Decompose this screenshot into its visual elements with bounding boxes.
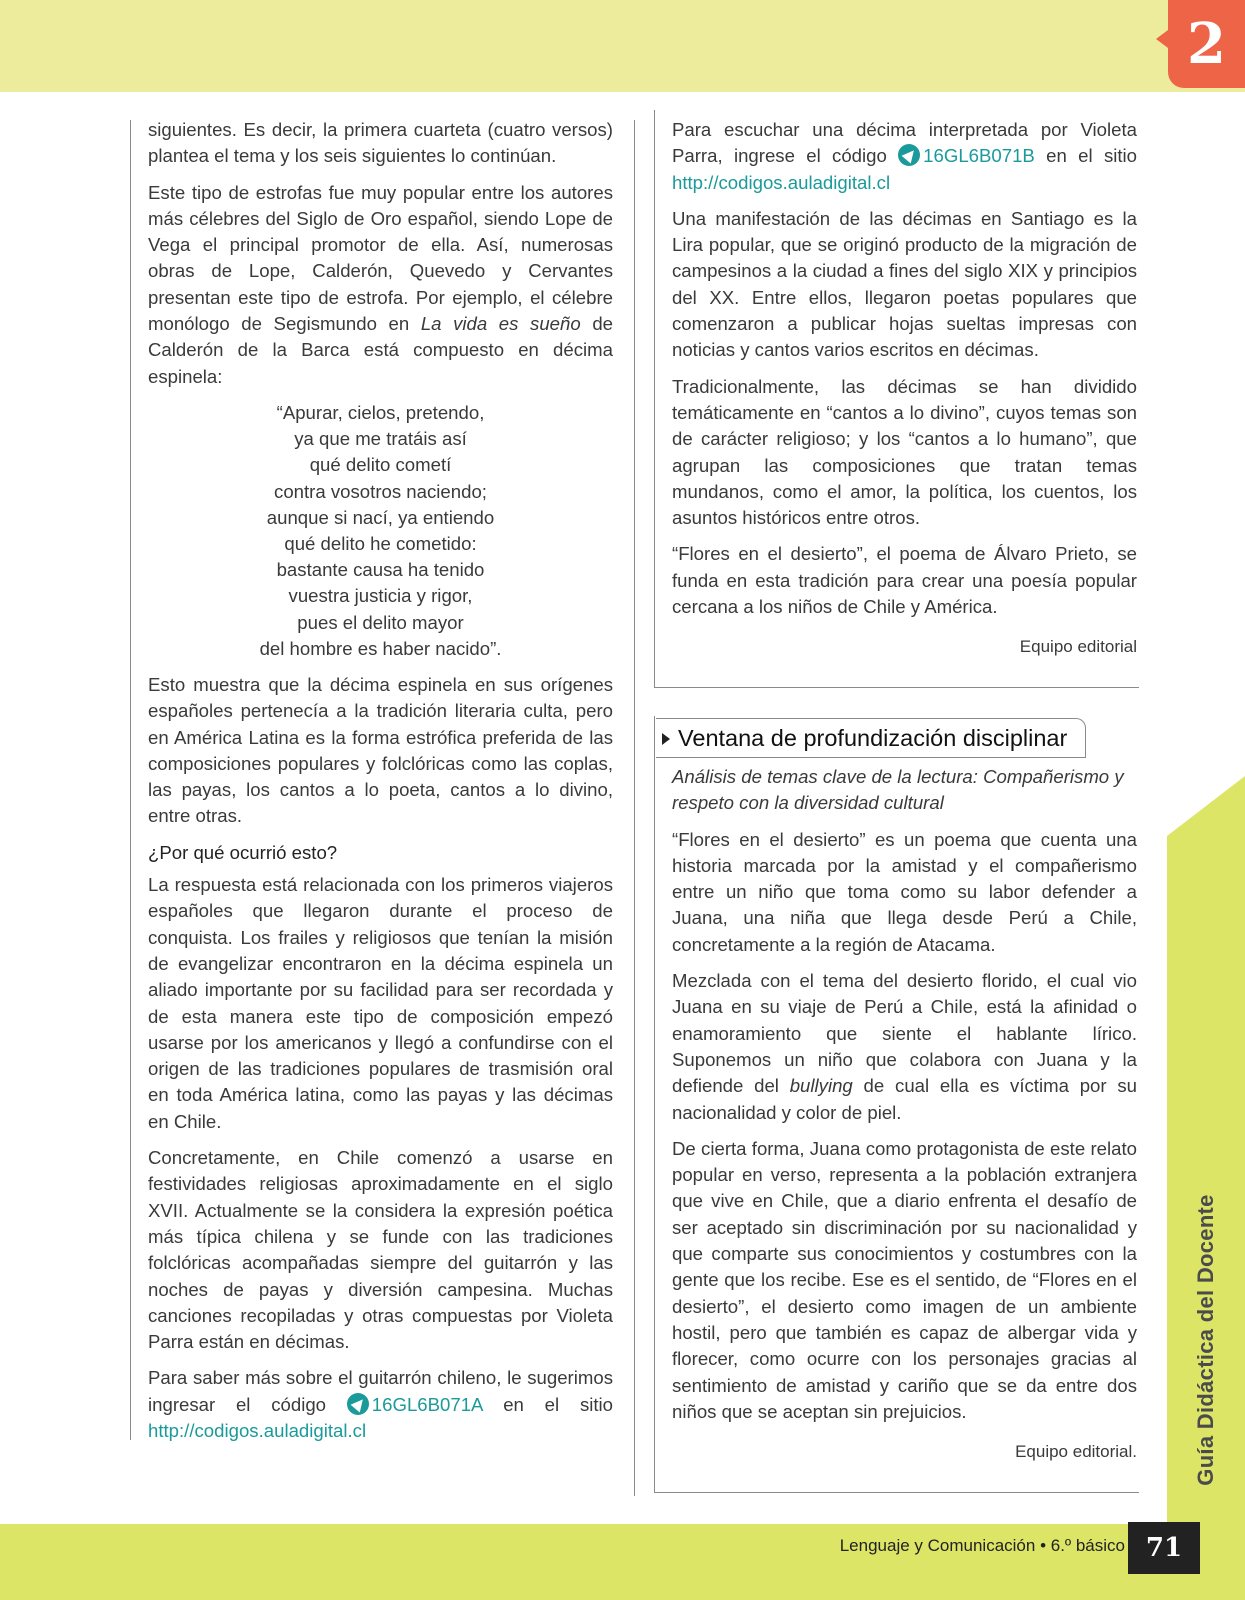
paragraph xyxy=(148,1365,613,1444)
credit-line: Equipo editorial. xyxy=(1015,1442,1137,1462)
resource-code: 16GL6B071B xyxy=(923,145,1035,167)
window-title xyxy=(656,718,1086,758)
code-arrow-icon xyxy=(898,144,920,166)
paragraph-text: Para escuchar una décima interpretada por Violeta Parra, ingrese el código xyxy=(672,119,1137,167)
unit-number-badge: 2 xyxy=(1168,0,1245,88)
paragraph: “Flores en el desierto” es un poema que cuenta una historia marcada por la amistad y el compañerismo entre un niño que toma como su labor defender a Juana, una niña que llega desde Perú a Chile, concretamente a la región de Atacama. xyxy=(672,828,1137,955)
paragraph: De cierta forma, Juana como protagonista de este relato popular en verso, representa a la población extranjera que vive en Chile, que a diario enfrenta el desafío de ser aceptado sin discriminación por su nacionalidad y que comparte sus conocimientos y costumbres con la gente que los recibe. Ese es el sentido, de “Flores en el desierto”, el desierto como imagen de un ambiente hostil, pero que también es capaz de albergar vida y florecer, como ocurre con los personajes gracias al sentimiento de amistad y cariño que se da entre dos niños que se aceptan sin prejuicios. xyxy=(672,1137,1137,1422)
verse-line: vuestra justicia y rigor, xyxy=(288,585,473,607)
verse-line: qué delito he cometido: xyxy=(284,532,477,554)
paragraph-text: de cual ella es víctima por su nacionalidad y color de piel. xyxy=(672,1075,1137,1123)
paragraph: Esto muestra que la décima espinela en sus orígenes españoles pertenecía a la tradición literaria culta, pero en América Latina es la forma estrófica preferida de las composiciones populares y folclóricas como las coplas, las payas, los cantos a lo poeta, cantos a lo divino, entre otras. xyxy=(148,674,613,827)
paragraph: La respuesta está relacionada con los primeros viajeros españoles que llegaron durante el proceso de conquista. Los frailes y religiosos que tenían la misión de evangelizar encontraron en la décima espinela un aliado importante por su facilidad para ser recordada y de esta manera este tipo de composición empezó usarse por los americanos y llegó a confundirse con el origen de las tradiciones populares de trasmisión oral en toda América latina, como las payas y las décimas en Chile. xyxy=(148,874,613,1132)
work-title: La vida es sueño xyxy=(420,313,581,335)
verse-line: bastante causa ha tenido xyxy=(276,559,485,581)
paragraph: Tradicionalmente, las décimas se han dividido temáticamente en “cantos a lo divino”, cuyos temas son de carácter religioso; y los “cantos a lo humano”, que agrupan las composiciones que tratan temas mundanos, como el amor, la política, los cuentos, los asuntos históricos entre otros. xyxy=(672,375,1137,529)
paragraph xyxy=(672,117,1137,196)
paragraph: Concretamente, en Chile comenzó a usarse en festividades religiosas aproximadamente en el siglo XVII. Actualmente se la considera la expresión poética más típica chilena y se funde con las tradiciones folclóricas acompañadas siempre del guitarrón y las noches de payas y diversión campesina. Muchas canciones recopiladas y otras compuestas por Violeta Parra están en décimas. xyxy=(148,1147,613,1353)
verse-line: del hombre es haber nacido”. xyxy=(259,637,502,659)
section-subheading: ¿Por qué ocurrió esto? xyxy=(148,841,338,863)
paragraph xyxy=(148,180,613,390)
verse-line: qué delito cometí xyxy=(309,454,452,476)
resource-code: 16GL6B071A xyxy=(371,1393,483,1415)
paragraph-text: en el sitio xyxy=(482,1393,614,1415)
header-band xyxy=(0,0,1245,92)
paragraph-text: en el sitio xyxy=(1034,145,1138,167)
verse-line: pues el delito mayor xyxy=(297,611,464,633)
verse-line: “Apurar, cielos, pretendo, xyxy=(276,401,485,423)
paragraph-text: Para saber más sobre el guitarrón chileno, le sugerimos ingresar el código xyxy=(148,1367,613,1415)
paragraph-text: Mezclada con el tema del desierto florido, el cual vio Juana en su viaje de Perú a Chile, está la afinidad o enamoramiento que siente el hablante lírico. Suponemos un niño que colabora con Juana y la defiende del xyxy=(672,970,1137,1097)
left-column-rule xyxy=(130,120,131,1440)
window-subtitle: Análisis de temas clave de la lectura: Compañerismo y respeto con la diversidad cultural xyxy=(672,766,1124,814)
page-number: 71 xyxy=(1128,1522,1200,1574)
verse-line: ya que me tratáis así xyxy=(294,428,467,450)
resource-link[interactable]: http://codigos.auladigital.cl xyxy=(672,171,891,193)
paragraph: siguientes. Es decir, la primera cuarteta (cuatro versos) plantea el tema y los seis siguientes lo continúan. xyxy=(148,119,613,167)
paragraph-text: de Calderón de la Barca está compuesto en décima espinela: xyxy=(148,313,614,387)
emphasis-word: bullying xyxy=(789,1075,853,1097)
verse-line: aunque si nací, ya entiendo xyxy=(266,506,495,528)
verse-line: contra vosotros naciendo; xyxy=(274,480,487,502)
verse-block xyxy=(148,400,613,662)
triangle-bullet-icon xyxy=(662,733,670,745)
credit-line: Equipo editorial xyxy=(1019,637,1137,657)
code-arrow-icon xyxy=(347,1393,369,1415)
resource-link[interactable]: http://codigos.auladigital.cl xyxy=(148,1420,367,1442)
window-content xyxy=(672,764,1137,1475)
window-title-text: Ventana de profundización disciplinar xyxy=(678,725,1068,751)
sidebar-label: Guía Didáctica del Docente xyxy=(1193,1194,1218,1486)
footer-subject: Lenguaje y Comunicación • 6.º básico xyxy=(839,1536,1125,1555)
paragraph: “Flores en el desierto”, el poema de Álvaro Prieto, se funda en esta tradición para crear una poesía popular cercana a los niños de Chile y América. xyxy=(672,543,1137,618)
paragraph xyxy=(672,968,1137,1126)
left-column xyxy=(148,117,613,1454)
right-column xyxy=(672,117,1137,671)
paragraph-text: Este tipo de estrofas fue muy popular entre los autores más célebres del Siglo de Oro español, siendo Lope de Vega el principal promotor de ella. Así, numerosas obras de Lope, Calderón, Quevedo y Cervantes presentan este tipo de estrofa. Por ejemplo, el célebre monólogo de Segismundo en xyxy=(148,181,613,335)
middle-column-rule xyxy=(634,120,635,1496)
paragraph: Una manifestación de las décimas en Santiago es la Lira popular, que se originó producto de la migración de campesinos a la ciudad a fines del siglo XIX y principios del XX. Entre ellos, llegaron poetas populares que comenzaron a publicar hojas sueltas impresas con noticias y cantos varios escritos en décimas. xyxy=(672,207,1137,361)
